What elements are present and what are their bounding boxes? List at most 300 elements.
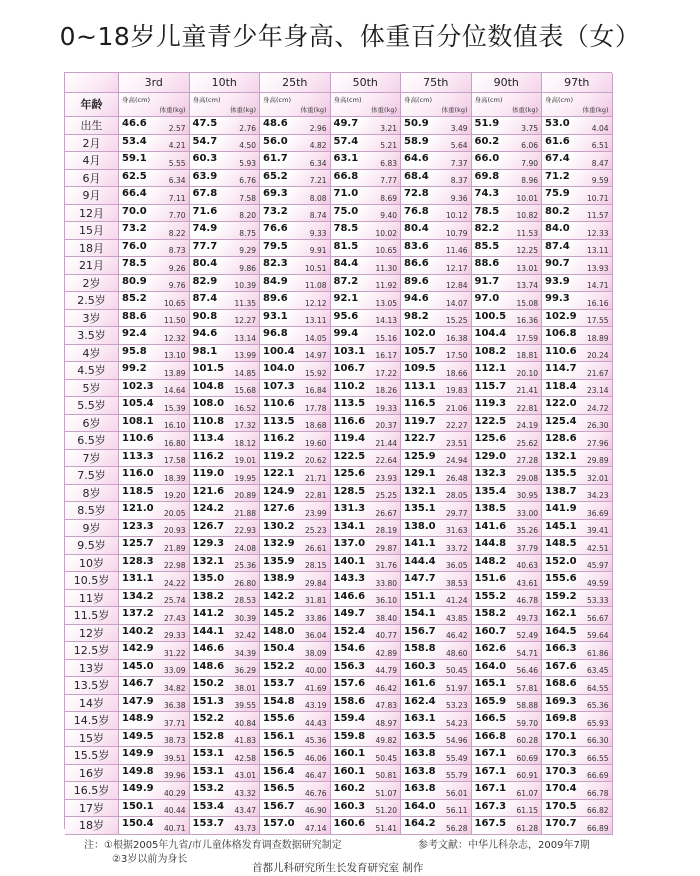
age-header — [65, 93, 119, 117]
weight-value: 14.97 — [305, 351, 327, 360]
data-cell — [331, 537, 402, 555]
data-cell — [119, 380, 190, 398]
age-label: 6.5岁 — [77, 434, 106, 447]
data-cell — [119, 135, 190, 153]
data-cell — [472, 520, 543, 538]
height-value: 164.0 — [404, 800, 436, 812]
height-value: 140.2 — [122, 625, 154, 637]
weight-value: 46.47 — [305, 771, 327, 780]
weight-value: 26.67 — [375, 508, 397, 518]
data-cell — [119, 502, 190, 520]
weight-value: 9.59 — [591, 176, 609, 185]
weight-value: 44.43 — [305, 718, 327, 728]
weight-value: 10.02 — [375, 228, 397, 238]
data-cell — [542, 537, 613, 555]
weight-value: 23.99 — [305, 508, 327, 518]
height-value: 62.5 — [122, 170, 147, 182]
weight-value: 16.52 — [234, 403, 256, 413]
height-value: 135.5 — [545, 468, 577, 479]
weight-value: 6.34 — [168, 176, 186, 185]
age-cell — [65, 432, 119, 450]
age-cell — [65, 730, 119, 748]
data-cell — [401, 800, 472, 818]
height-value: 121.6 — [192, 485, 225, 497]
weight-value: 65.36 — [587, 701, 609, 710]
data-cell — [542, 397, 613, 415]
data-cell — [472, 572, 543, 590]
height-value: 150.4 — [122, 818, 154, 829]
height-value: 76.0 — [122, 240, 147, 252]
weight-value: 34.39 — [234, 648, 256, 658]
height-value: 143.3 — [333, 573, 366, 584]
height-value: 110.6 — [263, 398, 295, 409]
height-value: 137.0 — [333, 538, 366, 549]
weight-value: 3.21 — [380, 123, 397, 133]
weight-value: 10.65 — [375, 246, 397, 255]
weight-value: 21.71 — [305, 473, 327, 483]
weight-value: 32.01 — [587, 473, 609, 483]
weight-value: 11.08 — [305, 281, 327, 290]
height-value: 132.3 — [474, 468, 507, 479]
data-cell — [472, 782, 543, 800]
data-cell — [190, 152, 261, 170]
data-cell — [260, 362, 331, 380]
data-cell — [472, 362, 543, 380]
age-cell — [65, 572, 119, 590]
age-label: 12岁 — [79, 626, 104, 640]
data-cell — [401, 660, 472, 678]
weight-value: 8.37 — [450, 176, 468, 185]
height-value: 51.9 — [474, 118, 500, 129]
data-cell — [190, 170, 261, 188]
weight-value: 25.74 — [164, 596, 186, 605]
height-value: 60.3 — [192, 153, 218, 164]
percentile-label: 75th — [423, 76, 449, 89]
percentile-label: 97th — [564, 76, 590, 89]
height-value: 167.1 — [474, 765, 507, 777]
age-cell — [65, 222, 119, 240]
height-value: 162.1 — [545, 608, 577, 619]
height-value: 138.5 — [474, 503, 507, 514]
data-cell — [331, 572, 402, 590]
data-cell — [401, 817, 472, 835]
weight-value: 12.25 — [516, 246, 538, 255]
height-value: 100.4 — [263, 345, 295, 357]
data-cell — [472, 660, 543, 678]
data-cell — [472, 240, 543, 258]
height-value: 152.8 — [192, 730, 225, 742]
height-value: 84.0 — [545, 223, 570, 234]
data-cell — [260, 730, 331, 748]
data-cell — [119, 117, 190, 135]
data-cell — [260, 625, 331, 643]
height-value: 88.6 — [474, 258, 500, 269]
height-value: 135.1 — [404, 503, 436, 514]
height-value: 131.1 — [122, 573, 154, 584]
weight-value: 9.86 — [239, 263, 256, 273]
weight-value: 27.96 — [587, 438, 609, 448]
height-value: 83.6 — [404, 240, 429, 252]
height-value: 134.2 — [122, 590, 154, 602]
height-value: 137.2 — [122, 608, 154, 619]
data-cell — [190, 660, 261, 678]
data-cell — [260, 485, 331, 503]
age-cell — [65, 502, 119, 520]
weight-value: 20.10 — [516, 368, 538, 378]
data-cell — [190, 747, 261, 765]
weight-value: 19.01 — [234, 456, 256, 465]
weight-value: 40.00 — [305, 666, 327, 675]
height-value: 152.2 — [192, 713, 225, 724]
height-value: 87.2 — [333, 275, 359, 287]
age-cell — [65, 485, 119, 503]
data-cell — [472, 590, 543, 608]
height-value: 90.8 — [192, 310, 218, 322]
height-value: 170.1 — [545, 730, 577, 742]
age-cell — [65, 712, 119, 730]
weight-value: 3.49 — [450, 123, 468, 133]
height-value: 132.1 — [192, 555, 225, 567]
weight-value: 8.22 — [168, 228, 186, 238]
unit-header — [190, 93, 261, 117]
height-value: 146.6 — [333, 590, 366, 602]
weight-value: 28.19 — [375, 526, 397, 535]
height-value: 130.2 — [263, 520, 295, 532]
data-cell — [472, 432, 543, 450]
height-value: 149.9 — [122, 748, 154, 759]
data-cell — [190, 257, 261, 275]
weight-value: 43.85 — [446, 613, 468, 623]
age-label: 出生 — [80, 119, 103, 132]
weight-value: 34.82 — [164, 683, 186, 693]
data-cell — [401, 310, 472, 328]
weight-unit-label: 体重(kg) — [300, 106, 327, 114]
height-value: 142.2 — [263, 590, 295, 602]
data-cell — [542, 695, 613, 713]
height-value: 80.9 — [122, 275, 147, 287]
weight-value: 20.24 — [587, 351, 609, 360]
height-value: 90.7 — [545, 258, 570, 269]
height-unit-label: 身高(cm) — [545, 96, 573, 104]
data-cell — [260, 572, 331, 590]
height-value: 94.6 — [192, 328, 218, 339]
data-cell — [401, 135, 472, 153]
weight-value: 22.98 — [164, 561, 186, 570]
weight-value: 10.12 — [446, 211, 468, 220]
height-value: 87.4 — [192, 293, 218, 304]
height-value: 69.8 — [474, 170, 500, 182]
weight-value: 36.10 — [375, 596, 397, 605]
height-value: 89.6 — [404, 275, 429, 287]
data-cell — [260, 257, 331, 275]
height-value: 84.9 — [263, 275, 288, 287]
age-label: 2.5岁 — [77, 294, 106, 307]
age-label: 18月 — [79, 241, 104, 255]
data-cell — [260, 782, 331, 800]
weight-value: 16.10 — [164, 421, 186, 430]
height-value: 154.8 — [263, 695, 295, 707]
height-value: 104.4 — [474, 328, 507, 339]
height-value: 102.3 — [122, 380, 154, 392]
data-cell — [190, 625, 261, 643]
weight-value: 36.38 — [164, 701, 186, 710]
data-cell — [190, 572, 261, 590]
data-cell — [542, 257, 613, 275]
weight-value: 9.29 — [239, 246, 256, 255]
height-value: 148.5 — [545, 538, 577, 549]
height-value: 144.8 — [474, 538, 507, 549]
age-cell — [65, 520, 119, 538]
data-cell — [260, 240, 331, 258]
height-value: 54.7 — [192, 135, 218, 147]
weight-value: 12.12 — [305, 298, 327, 308]
weight-value: 8.47 — [591, 158, 609, 168]
height-value: 141.9 — [545, 503, 577, 514]
age-label: 8.5岁 — [77, 504, 106, 517]
data-cell — [119, 327, 190, 345]
height-value: 149.8 — [122, 765, 154, 777]
weight-value: 6.76 — [239, 176, 256, 185]
height-value: 166.5 — [474, 713, 507, 724]
height-value: 135.0 — [192, 573, 225, 584]
weight-value: 16.80 — [164, 438, 186, 448]
height-value: 160.3 — [333, 800, 366, 812]
data-cell — [542, 712, 613, 730]
weight-value: 12.27 — [234, 316, 256, 325]
data-cell — [331, 712, 402, 730]
data-cell — [260, 292, 331, 310]
data-cell — [542, 327, 613, 345]
data-cell — [190, 397, 261, 415]
weight-value: 13.89 — [164, 368, 186, 378]
height-value: 74.9 — [192, 223, 218, 234]
data-cell — [119, 345, 190, 363]
height-value: 76.6 — [263, 223, 288, 234]
data-cell — [542, 502, 613, 520]
data-cell — [190, 782, 261, 800]
data-cell — [260, 712, 331, 730]
height-value: 148.2 — [474, 555, 507, 567]
height-value: 125.7 — [122, 538, 154, 549]
height-value: 104.8 — [192, 380, 225, 392]
data-cell — [119, 730, 190, 748]
data-cell — [331, 817, 402, 835]
height-value: 99.2 — [122, 363, 147, 374]
height-value: 82.3 — [263, 258, 288, 269]
data-cell — [401, 625, 472, 643]
data-cell — [401, 240, 472, 258]
height-value: 153.7 — [263, 678, 295, 689]
data-cell — [260, 135, 331, 153]
data-cell — [260, 187, 331, 205]
weight-value: 15.39 — [164, 403, 186, 413]
height-value: 159.4 — [333, 713, 366, 724]
weight-value: 15.16 — [375, 333, 397, 343]
height-value: 138.2 — [192, 590, 225, 602]
weight-value: 49.59 — [587, 578, 609, 588]
height-value: 85.2 — [122, 293, 147, 304]
weight-value: 46.90 — [305, 806, 327, 815]
weight-value: 49.82 — [375, 736, 397, 745]
height-value: 151.3 — [192, 695, 225, 707]
data-cell — [119, 450, 190, 468]
height-value: 78.5 — [122, 258, 147, 269]
height-value: 166.3 — [545, 643, 577, 654]
height-value: 114.7 — [545, 363, 577, 374]
height-value: 78.5 — [333, 223, 359, 234]
weight-value: 51.20 — [375, 806, 397, 815]
age-label: 8岁 — [82, 486, 101, 500]
weight-value: 19.83 — [446, 386, 468, 395]
weight-value: 13.93 — [587, 263, 609, 273]
height-value: 110.6 — [545, 345, 577, 357]
weight-value: 59.64 — [587, 631, 609, 640]
height-value: 166.8 — [474, 730, 507, 742]
height-value: 163.1 — [404, 713, 436, 724]
data-cell — [331, 642, 402, 660]
data-cell — [542, 555, 613, 573]
data-cell — [472, 730, 543, 748]
data-cell — [190, 817, 261, 835]
data-cell — [401, 397, 472, 415]
height-value: 159.8 — [333, 730, 366, 742]
height-value: 170.4 — [545, 783, 577, 794]
weight-value: 9.76 — [168, 281, 186, 290]
weight-value: 39.55 — [234, 701, 256, 710]
percentile-label: 90th — [493, 76, 519, 89]
weight-value: 11.30 — [375, 263, 397, 273]
unit-header — [119, 93, 190, 117]
data-cell — [190, 187, 261, 205]
height-value: 169.8 — [545, 713, 577, 724]
weight-value: 22.93 — [234, 526, 256, 535]
weight-value: 31.63 — [446, 526, 468, 535]
data-cell — [119, 170, 190, 188]
weight-value: 14.07 — [446, 298, 468, 308]
height-value: 153.2 — [192, 783, 225, 794]
weight-value: 17.22 — [375, 368, 397, 378]
height-value: 167.1 — [474, 783, 507, 794]
weight-value: 7.70 — [168, 211, 186, 220]
height-value: 66.0 — [474, 153, 500, 164]
data-cell — [260, 327, 331, 345]
data-cell — [542, 292, 613, 310]
weight-value: 7.11 — [168, 193, 186, 203]
height-value: 129.0 — [474, 450, 507, 462]
data-cell — [331, 677, 402, 695]
weight-value: 38.73 — [164, 736, 186, 745]
data-cell — [472, 677, 543, 695]
age-label: 14岁 — [79, 696, 104, 710]
weight-value: 23.51 — [446, 438, 468, 448]
data-cell — [401, 170, 472, 188]
data-cell — [472, 397, 543, 415]
weight-value: 17.32 — [234, 421, 256, 430]
height-value: 152.4 — [333, 625, 366, 637]
height-value: 49.7 — [333, 118, 359, 129]
height-value: 168.6 — [545, 678, 577, 689]
height-value: 91.7 — [474, 275, 500, 287]
height-value: 164.0 — [474, 660, 507, 672]
weight-value: 40.84 — [234, 718, 256, 728]
weight-value: 54.71 — [516, 648, 538, 658]
height-value: 150.2 — [192, 678, 225, 689]
height-value: 158.8 — [404, 643, 436, 654]
weight-value: 13.11 — [305, 316, 327, 325]
weight-value: 16.84 — [305, 386, 327, 395]
height-value: 152.2 — [263, 660, 295, 672]
data-cell — [331, 607, 402, 625]
height-value: 118.4 — [545, 380, 577, 392]
data-cell — [331, 590, 402, 608]
weight-value: 6.06 — [521, 141, 538, 150]
data-cell — [119, 765, 190, 783]
weight-value: 9.26 — [168, 263, 186, 273]
data-cell — [401, 152, 472, 170]
weight-value: 21.06 — [446, 403, 468, 413]
weight-value: 5.21 — [380, 141, 397, 150]
height-value: 75.0 — [333, 205, 359, 217]
height-value: 138.9 — [263, 573, 295, 584]
age-label: 13岁 — [79, 661, 104, 675]
height-value: 149.9 — [122, 783, 154, 794]
data-cell — [401, 485, 472, 503]
data-cell — [472, 415, 543, 433]
weight-value: 29.08 — [516, 473, 538, 483]
data-cell — [472, 345, 543, 363]
height-value: 107.3 — [263, 380, 295, 392]
data-cell — [331, 240, 402, 258]
data-cell — [472, 765, 543, 783]
weight-value: 10.82 — [516, 211, 538, 220]
height-value: 53.4 — [122, 135, 147, 147]
weight-value: 51.07 — [375, 788, 397, 798]
weight-value: 24.94 — [446, 456, 468, 465]
weight-value: 60.69 — [516, 753, 538, 763]
height-value: 98.2 — [404, 310, 429, 322]
weight-value: 4.04 — [591, 123, 609, 133]
data-cell — [260, 380, 331, 398]
height-value: 156.3 — [333, 660, 366, 672]
weight-value: 29.84 — [305, 578, 327, 588]
weight-value: 19.60 — [305, 438, 327, 448]
data-cell — [119, 782, 190, 800]
percentile-header — [472, 73, 543, 93]
height-value: 157.0 — [263, 818, 295, 829]
weight-value: 40.63 — [516, 561, 538, 570]
height-value: 132.1 — [404, 485, 436, 497]
data-cell — [119, 257, 190, 275]
height-value: 144.4 — [404, 555, 436, 567]
age-label: 10岁 — [79, 556, 104, 570]
height-value: 67.8 — [192, 188, 218, 199]
data-cell — [260, 555, 331, 573]
data-cell — [542, 660, 613, 678]
data-cell — [190, 800, 261, 818]
weight-value: 23.93 — [375, 473, 397, 483]
age-cell — [65, 555, 119, 573]
weight-value: 8.75 — [239, 228, 256, 238]
weight-value: 26.30 — [587, 421, 609, 430]
height-value: 153.1 — [192, 765, 225, 777]
data-cell — [260, 397, 331, 415]
data-cell — [331, 520, 402, 538]
weight-value: 61.28 — [516, 823, 538, 833]
weight-value: 20.89 — [234, 491, 256, 500]
weight-value: 7.90 — [521, 158, 538, 168]
height-value: 97.0 — [474, 293, 500, 304]
weight-value: 29.77 — [446, 508, 468, 518]
